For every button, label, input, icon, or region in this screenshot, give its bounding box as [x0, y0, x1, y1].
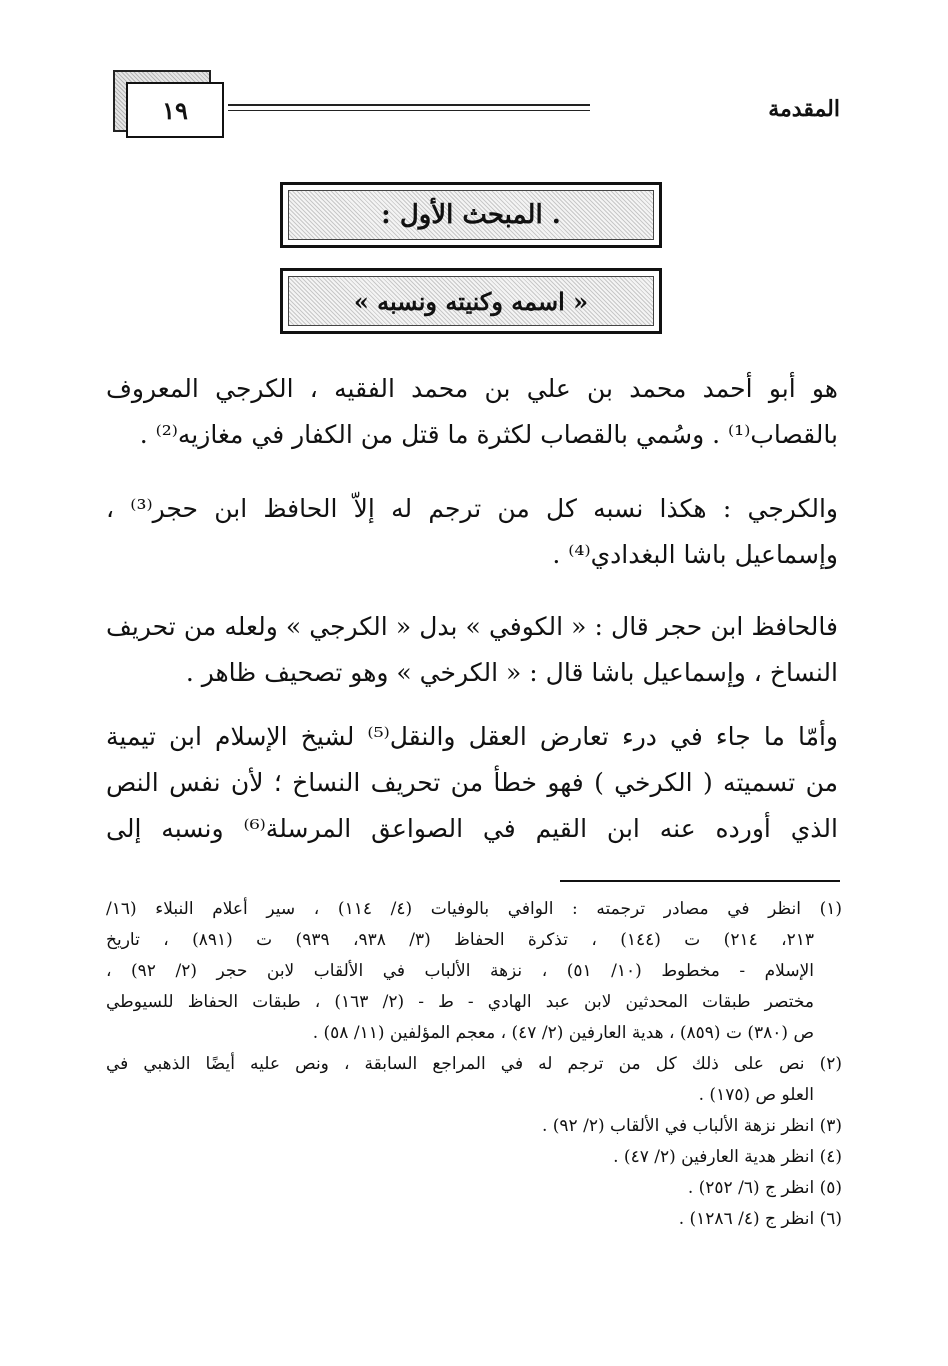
footnote-3	[106, 1111, 842, 1142]
footnote-line: (٣) انظر نزهة الألباب في الألقاب (٢/ ٩٢) .	[541, 1116, 842, 1136]
section-heading-box	[280, 182, 662, 248]
footnote-line: (٤) انظر هدية العارفين (٢/ ٤٧) .	[613, 1147, 842, 1167]
paragraph-ibn-hajar	[106, 604, 838, 696]
page-number: ١٩	[126, 82, 224, 138]
text-line: بالقصاب⁽¹⁾ . وسُمي بالقصاب لكثرة ما قتل من الكفار في مغازيه⁽²⁾ .	[139, 420, 838, 449]
footnote-1	[106, 894, 842, 1049]
footnote-line: الإسلام - مخطوط (١٠/ ٥١) ، نزهة الألباب في الألقاب لابن حجر (٢/ ٩٢) ،	[106, 961, 814, 981]
paragraph-nisba	[106, 486, 838, 578]
text-line: من تسميته ( الكرخي ) فهو خطأ من تحريف النساخ ؛ لأن نفس النص	[106, 768, 838, 797]
footnote-5	[106, 1173, 842, 1204]
text-line: النساخ ، وإسماعيل باشا قال : « الكرخي » وهو تصحيف ظاهر .	[185, 658, 838, 687]
footnote-line: ٢١٣، ٢١٤) ت (١٤٤) ، تذكرة الحفاظ (٣/ ٩٣٨، ٩٣٩) ت (٨٩١) ، تاريخ	[106, 930, 814, 950]
text-line: وإسماعيل باشا البغدادي⁽⁴⁾ .	[552, 540, 838, 569]
footnote-line: (١) انظر في مصادر ترجمته : الوافي بالوفيات (٤/ ١١٤) ، سير أعلام النبلاء (١٦/	[106, 899, 842, 919]
subsection-heading-frame	[288, 276, 654, 326]
running-title: المقدمة	[768, 96, 840, 122]
paragraph-ibn-taymiyya	[106, 714, 838, 852]
text-line: الذي أورده عنه ابن القيم في الصواعق المرسلة⁽⁶⁾ ونسبه إلى	[106, 814, 838, 843]
footnote-line: مختصر طبقات المحدثين لابن عبد الهادي - ط - (٢/ ١٦٣) ، طبقات الحفاظ للسيوطي	[106, 992, 815, 1012]
footnote-6	[106, 1204, 842, 1235]
text-line: وأمّا ما جاء في درء تعارض العقل والنقل⁽⁵⁾ لشيخ الإسلام ابن تيمية	[106, 722, 838, 751]
paragraph-name-and-kunya	[106, 366, 838, 458]
footnote-line: (٢) نص على ذلك كل من ترجم له في المراجع السابقة ، ونص عليه أيضًا الذهبي في	[106, 1054, 842, 1074]
footnote-line: (٥) انظر ج (٦/ ٢٥٢) .	[687, 1178, 842, 1198]
footnote-line: العلو ص (١٧٥) .	[698, 1085, 814, 1105]
footnote-separator	[560, 880, 840, 882]
footnote-4	[106, 1142, 842, 1173]
text-line: هو أبو أحمد محمد بن علي بن محمد الفقيه ، الكرجي المعروف	[106, 374, 838, 403]
text-line: والكرجي : هكذا نسبه كل من ترجم له إلاّ الحافظ ابن حجر⁽³⁾ ،	[106, 494, 839, 523]
subsection-heading-box	[280, 268, 662, 334]
section-heading: . المبحث الأول :	[381, 200, 561, 230]
footnote-line: ص (٣٨٠) ت (٨٥٩) ، هدية العارفين (٢/ ٤٧) ، معجم المؤلفين (١١/ ٥٨) .	[312, 1023, 814, 1043]
footnote-line: (٦) انظر ج (٤/ ١٢٨٦) .	[678, 1209, 842, 1229]
section-heading-frame	[288, 190, 654, 240]
footnote-2	[106, 1049, 842, 1111]
text-line: فالحافظ ابن حجر قال : « الكوفي » بدل « الكرجي » ولعله من تحريف	[106, 612, 838, 641]
subsection-heading: « اسمه وكنيته ونسبه »	[353, 286, 589, 316]
header-rule	[228, 104, 590, 111]
footnotes	[106, 894, 842, 1235]
